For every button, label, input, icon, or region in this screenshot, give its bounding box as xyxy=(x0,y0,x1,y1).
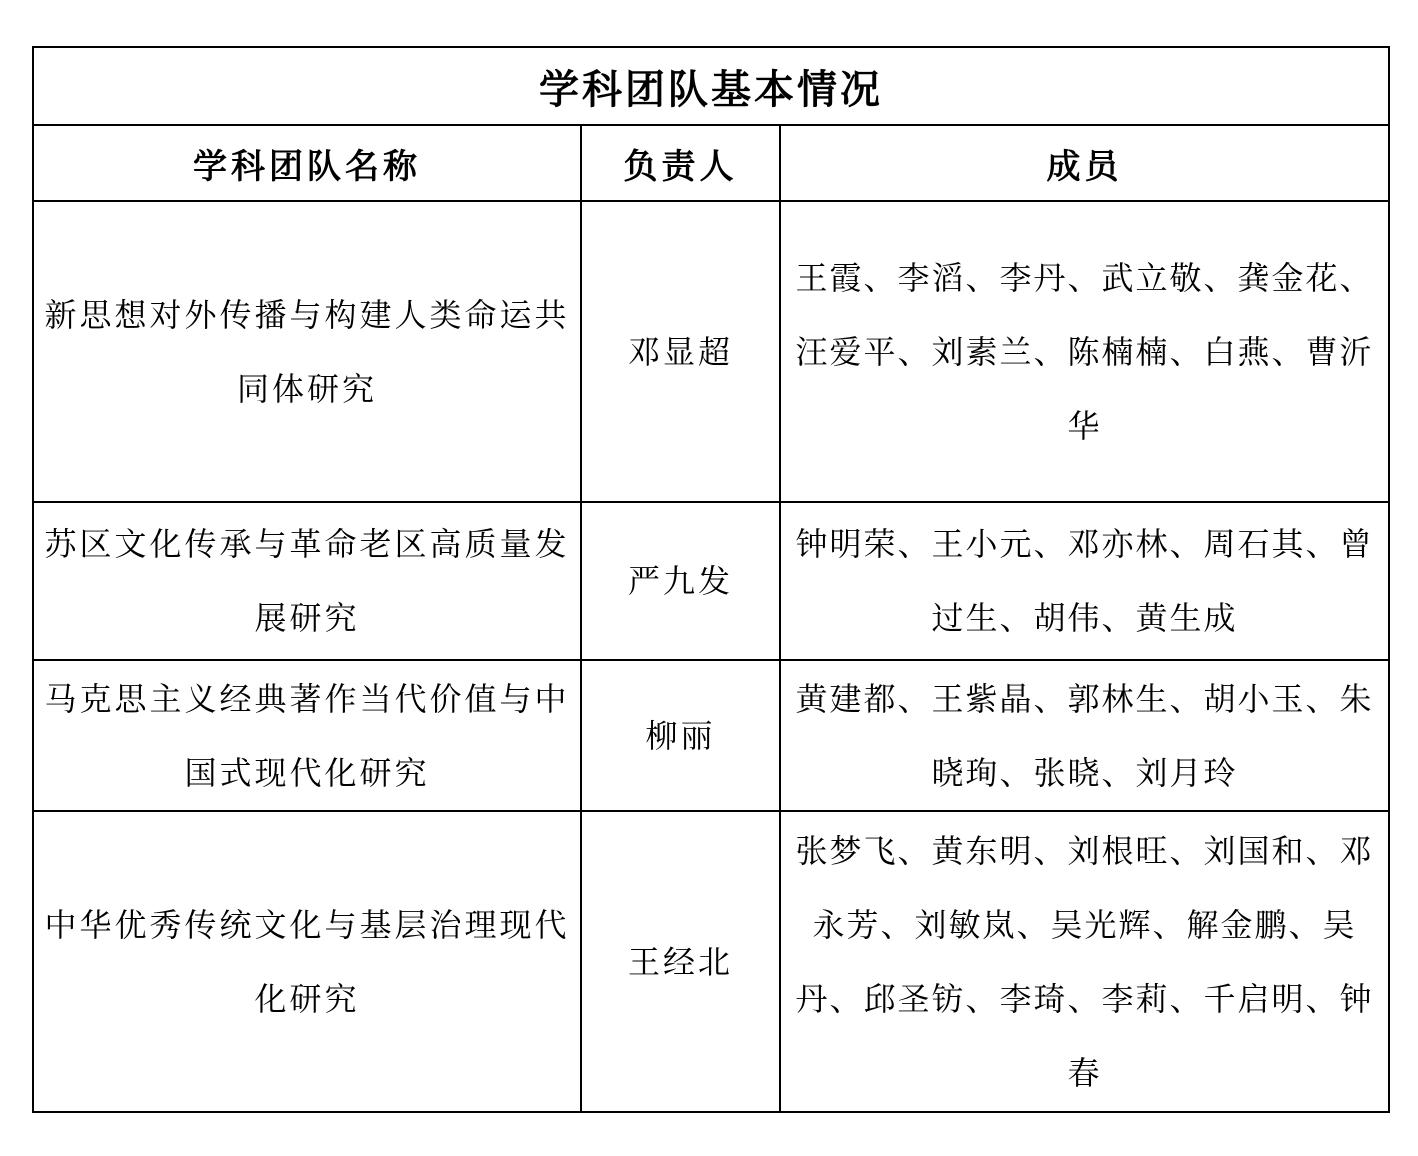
leader-cell: 严九发 xyxy=(581,502,780,660)
leader-cell: 邓显超 xyxy=(581,201,780,502)
table-row xyxy=(33,811,1389,1112)
table-row xyxy=(33,660,1389,811)
table-title: 学科团队基本情况 xyxy=(33,47,1389,125)
members-cell: 王霞、李滔、李丹、武立敬、龚金花、汪爱平、刘素兰、陈楠楠、白燕、曹沂华 xyxy=(780,201,1389,502)
header-leader: 负责人 xyxy=(581,125,780,201)
members-cell: 钟明荣、王小元、邓亦林、周石其、曾过生、胡伟、黄生成 xyxy=(780,502,1389,660)
leader-cell: 王经北 xyxy=(581,811,780,1112)
team-name-cell: 中华优秀传统文化与基层治理现代化研究 xyxy=(33,811,581,1112)
header-members: 成员 xyxy=(780,125,1389,201)
table-row xyxy=(33,201,1389,502)
members-cell: 黄建都、王紫晶、郭林生、胡小玉、朱晓珣、张晓、刘月玲 xyxy=(780,660,1389,811)
leader-cell: 柳丽 xyxy=(581,660,780,811)
table-row xyxy=(33,502,1389,660)
team-name-cell: 马克思主义经典著作当代价值与中国式现代化研究 xyxy=(33,660,581,811)
team-table xyxy=(32,46,1390,1113)
header-row xyxy=(33,125,1389,201)
members-cell: 张梦飞、黄东明、刘根旺、刘国和、邓永芳、刘敏岚、吴光辉、解金鹏、吴丹、邱圣钫、李琦、李莉、千启明、钟春 xyxy=(780,811,1389,1112)
team-name-cell: 苏区文化传承与革命老区高质量发展研究 xyxy=(33,502,581,660)
title-row xyxy=(33,47,1389,125)
team-name-cell: 新思想对外传播与构建人类命运共同体研究 xyxy=(33,201,581,502)
header-team-name: 学科团队名称 xyxy=(33,125,581,201)
